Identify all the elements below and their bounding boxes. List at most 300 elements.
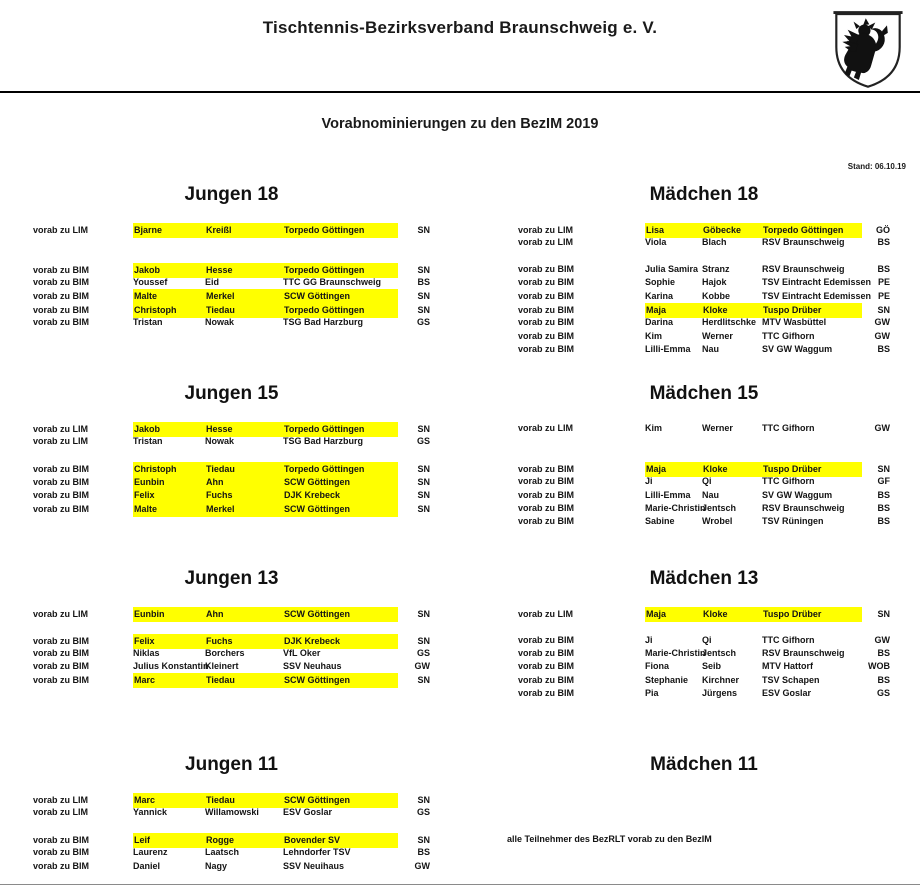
district-code: GS: [416, 436, 430, 447]
club-name: Lehndorfer TSV: [283, 847, 351, 858]
qualifier-label: vorab zu BIM: [33, 847, 90, 858]
district-code: SN: [417, 264, 430, 275]
highlighted-text: Lisa: [645, 223, 702, 238]
district-code: GW: [874, 317, 890, 328]
first-name: Sabine: [645, 516, 675, 527]
highlighted-text: DJK Krebeck: [283, 634, 398, 649]
highlighted-text: Bjarne: [133, 223, 205, 238]
highlighted-text: Göbecke: [702, 223, 762, 238]
district-code: BS: [417, 277, 430, 288]
last-name: Nowak: [205, 436, 235, 447]
highlighted-text: SCW Göttingen: [283, 673, 398, 688]
highlighted-text: SCW Göttingen: [283, 793, 398, 808]
district-code: BS: [877, 674, 890, 685]
first-name: Niklas: [133, 648, 160, 659]
district-code: SN: [417, 834, 430, 845]
first-name: Kim: [645, 330, 663, 341]
club-name: TSV Eintracht Edemissen: [762, 290, 872, 301]
last-name: Willamowski: [205, 807, 259, 818]
last-name: Qi: [702, 476, 712, 487]
district-code: SN: [877, 609, 890, 619]
club-name: TSV Rüningen: [762, 516, 824, 527]
district-code: BS: [877, 237, 890, 248]
section-rows: [33, 223, 430, 356]
district-code: SN: [417, 503, 430, 514]
last-name: Eid: [205, 277, 220, 288]
highlighted-text: Fuchs: [205, 488, 283, 503]
qualifier-label: vorab zu BIM: [33, 277, 90, 288]
table-row: [33, 846, 430, 859]
braunschweig-lion-crest-icon: [832, 8, 904, 92]
qualifier-label: vorab zu BIM: [33, 304, 90, 315]
highlighted-text: Torpedo Göttingen: [283, 422, 398, 437]
district-code: GS: [416, 317, 430, 328]
district-code: SN: [417, 635, 430, 646]
last-name: [205, 223, 283, 238]
highlighted-text: Ahn: [205, 475, 283, 490]
last-name: Kirchner: [702, 674, 740, 685]
table-row: [33, 263, 430, 276]
club-name: [762, 607, 862, 622]
first-name: Julia Samira: [645, 264, 699, 275]
table-row: [518, 276, 890, 289]
section-rows: [518, 223, 890, 356]
last-name: Laatsch: [205, 847, 240, 858]
table-row: [518, 660, 890, 673]
last-name: Stranz: [702, 264, 730, 275]
last-name: Borchers: [205, 648, 245, 659]
last-name: Jürgens: [702, 687, 738, 698]
district-code: SN: [417, 609, 430, 619]
first-name: Laurenz: [133, 847, 168, 858]
club-name: TTC Gifhorn: [762, 330, 815, 341]
section-m-dchen-15: [518, 381, 890, 528]
highlighted-text: Felix: [133, 634, 205, 649]
club-name: ESV Goslar: [762, 687, 812, 698]
section-title: Mädchen 18: [649, 184, 759, 205]
highlighted-text: Leif: [133, 833, 205, 848]
qualifier-label: vorab zu BIM: [518, 290, 575, 301]
district-code: SN: [417, 225, 430, 235]
table-row: [518, 793, 890, 806]
section-title: Mädchen 15: [649, 383, 759, 404]
qualifier-label: vorab zu BIM: [518, 634, 575, 645]
section-title: Jungen 11: [185, 754, 278, 775]
last-name: Kobbe: [702, 290, 730, 301]
qualifier-label: vorab zu BIM: [33, 503, 90, 514]
district-code: SN: [877, 304, 890, 315]
district-code: GW: [874, 423, 890, 434]
highlighted-text: SCW Göttingen: [283, 502, 398, 517]
last-name: Jentsch: [702, 648, 737, 659]
last-name: Werner: [702, 423, 733, 434]
qualifier-label: vorab zu LIM: [33, 424, 89, 434]
highlighted-text: Bovender SV: [283, 833, 398, 848]
table-row: [33, 276, 430, 289]
district-code: GS: [876, 687, 890, 698]
table-row: [518, 620, 890, 633]
first-name: Viola: [645, 237, 667, 248]
table-row: [33, 236, 430, 249]
district-code: SN: [417, 795, 430, 805]
table-row: [518, 329, 890, 342]
last-name: [702, 607, 762, 622]
club-name: SSV Neuhaus: [283, 661, 342, 672]
first-name: [133, 223, 205, 238]
qualifier-label: vorab zu BIM: [518, 330, 575, 341]
highlighted-text: Tiedau: [205, 673, 283, 688]
first-name: Marie-Christin: [645, 648, 706, 659]
highlighted-text: DJK Krebeck: [283, 488, 398, 503]
club-name: RSV Braunschweig: [762, 264, 845, 275]
qualifier-label: vorab zu BIM: [518, 476, 575, 487]
district-code: SN: [417, 291, 430, 302]
first-name: Tristan: [133, 436, 163, 447]
qualifier-label: vorab zu LIM: [518, 423, 574, 434]
district-code: GF: [877, 476, 890, 487]
qualifier-label: vorab zu BIM: [518, 502, 575, 513]
table-row: [33, 647, 430, 660]
first-name: Darina: [645, 317, 674, 328]
first-name: Daniel: [133, 860, 161, 871]
header-divider: [0, 91, 920, 93]
highlighted-text: Rogge: [205, 833, 283, 848]
table-row: [518, 806, 890, 819]
highlighted-text: Maja: [645, 462, 702, 477]
first-name: [133, 607, 205, 622]
club-name: RSV Braunschweig: [762, 502, 845, 513]
highlighted-text: Jakob: [133, 263, 205, 278]
section-title: Jungen 18: [184, 184, 279, 205]
first-name: [645, 607, 702, 622]
highlighted-text: SCW Göttingen: [283, 475, 398, 490]
district-code: BS: [877, 264, 890, 275]
table-row: [518, 846, 890, 859]
table-row: [33, 859, 430, 872]
first-name: Marie-Christin: [645, 502, 706, 513]
table-row: [518, 515, 890, 528]
qualifier-label: vorab zu BIM: [518, 687, 575, 698]
qualifier-label: vorab zu BIM: [33, 463, 90, 474]
qualifier-label: vorab zu BIM: [518, 489, 575, 500]
club-name: VfL Oker: [283, 648, 321, 659]
table-row: [518, 435, 890, 448]
highlighted-text: Kloke: [702, 462, 762, 477]
table-row: [518, 250, 890, 263]
first-name: Pia: [645, 687, 659, 698]
highlighted-text: Malte: [133, 502, 205, 517]
table-row: [518, 289, 890, 302]
highlighted-text: Torpedo Göttingen: [283, 303, 398, 318]
table-row: [33, 502, 430, 515]
table-row: [518, 820, 890, 833]
table-row: [518, 316, 890, 329]
first-name: Lilli-Emma: [645, 489, 691, 500]
section-title: Mädchen 13: [649, 568, 759, 589]
qualifier-label: vorab zu LIM: [33, 436, 89, 447]
highlighted-text: Eunbin: [133, 475, 205, 490]
table-row: [33, 250, 430, 263]
table-row: [33, 806, 430, 819]
footer-divider: [0, 884, 920, 885]
note-text: alle Teilnehmer des BezRLT vorab zu den BezIM: [507, 833, 712, 844]
table-row: [33, 488, 430, 501]
district-code: PE: [877, 277, 890, 288]
club-name: TTC GG Braunschweig: [283, 277, 382, 288]
highlighted-text: Merkel: [205, 502, 283, 517]
highlighted-text: Torpedo Göttingen: [283, 263, 398, 278]
table-row: [33, 620, 430, 633]
club-name: RSV Braunschweig: [762, 237, 845, 248]
section-m-dchen-11: [507, 752, 890, 873]
qualifier-label: vorab zu BIM: [33, 490, 90, 501]
section-jungen-11: [33, 752, 430, 873]
doc-title: Vorabnominierungen zu den BezIM 2019: [321, 116, 599, 132]
first-name: Fiona: [645, 661, 669, 672]
club-name: SV GW Waggum: [762, 343, 833, 354]
club-name: MTV Hattorf: [762, 661, 813, 672]
highlighted-text: Fuchs: [205, 634, 283, 649]
club-name: RSV Braunschweig: [762, 648, 845, 659]
table-row: [33, 303, 430, 316]
district-code: PE: [877, 290, 890, 301]
table-row: [33, 793, 430, 806]
highlighted-text: Torpedo Göttingen: [762, 223, 862, 238]
qualifier-label: vorab zu BIM: [518, 661, 575, 672]
table-row: [518, 462, 890, 475]
last-name: Nau: [702, 343, 720, 354]
last-name: [205, 673, 283, 688]
first-name: Ji: [645, 476, 653, 487]
first-name: Tristan: [133, 317, 163, 328]
section-jungen-18: [33, 182, 430, 356]
table-row: [33, 329, 430, 342]
club-name: ESV Goslar: [283, 807, 333, 818]
qualifier-label: vorab zu BIM: [518, 674, 575, 685]
first-name: Karina: [645, 290, 674, 301]
club-name: TSG Bad Harzburg: [283, 436, 364, 447]
district-code: BS: [877, 502, 890, 513]
table-row: [518, 422, 890, 435]
district-code: GW: [414, 661, 430, 672]
district-code: BS: [877, 648, 890, 659]
district-code: SN: [417, 477, 430, 488]
highlighted-text: Malte: [133, 289, 205, 304]
last-name: Hajok: [702, 277, 727, 288]
section-m-dchen-18: [518, 182, 890, 356]
qualifier-label: vorab zu BIM: [518, 343, 575, 354]
highlighted-text: Tiedau: [205, 793, 283, 808]
qualifier-label: vorab zu BIM: [518, 317, 575, 328]
district-code: SN: [417, 490, 430, 501]
qualifier-label: vorab zu BIM: [518, 264, 575, 275]
section-rows: [33, 793, 430, 873]
table-row: [518, 263, 890, 276]
section-rows: [33, 422, 430, 528]
qualifier-label: vorab zu BIM: [33, 317, 90, 328]
qualifier-label: vorab zu BIM: [518, 304, 575, 315]
table-row: [33, 343, 430, 356]
highlighted-text: Marc: [133, 793, 205, 808]
table-row: [518, 647, 890, 660]
first-name: [133, 673, 205, 688]
section-rows: [507, 793, 890, 873]
last-name: Werner: [702, 330, 733, 341]
first-name: Lilli-Emma: [645, 343, 691, 354]
district-code: SN: [417, 675, 430, 686]
crest-svg: [832, 8, 904, 92]
qualifier-label: vorab zu BIM: [33, 291, 90, 302]
last-name: Nau: [702, 489, 720, 500]
district-code: BS: [877, 343, 890, 354]
club-name: SSV Neuihaus: [283, 860, 345, 871]
club-name: TSG Bad Harzburg: [283, 317, 364, 328]
table-row: [518, 236, 890, 249]
district-code: BS: [877, 516, 890, 527]
qualifier-label: vorab zu LIM: [518, 237, 574, 248]
qualifier-label: vorab zu LIM: [518, 609, 574, 619]
club-name: TTC Gifhorn: [762, 634, 815, 645]
first-name: Julius Konstantin: [133, 661, 209, 672]
club-name: [283, 673, 398, 688]
qualifier-label: vorab zu BIM: [518, 277, 575, 288]
district-code: GS: [416, 648, 430, 659]
section-title: Mädchen 11: [650, 754, 758, 775]
last-name: Nagy: [205, 860, 228, 871]
qualifier-label: vorab zu BIM: [33, 834, 90, 845]
table-row: [33, 435, 430, 448]
table-row: [518, 673, 890, 686]
qualifier-label: vorab zu LIM: [33, 807, 89, 818]
table-row: [518, 634, 890, 647]
last-name: [205, 607, 283, 622]
first-name: Ji: [645, 634, 653, 645]
district-code: GW: [874, 330, 890, 341]
table-row: [33, 820, 430, 833]
qualifier-label: vorab zu LIM: [33, 795, 89, 805]
last-name: Qi: [702, 634, 712, 645]
district-code: SN: [417, 463, 430, 474]
qualifier-label: vorab zu BIM: [33, 860, 90, 871]
highlighted-text: Tiedau: [205, 462, 283, 477]
section-rows: [518, 422, 890, 528]
section-rows: [518, 607, 890, 700]
first-name: Sophie: [645, 277, 676, 288]
highlighted-text: Maja: [645, 607, 702, 622]
district-code: SN: [417, 304, 430, 315]
first-name: Yannick: [133, 807, 168, 818]
highlighted-text: Christoph: [133, 462, 205, 477]
club-name: TSV Eintracht Edemissen: [762, 277, 872, 288]
highlighted-text: Kreißl: [205, 223, 283, 238]
table-row: [518, 449, 890, 462]
table-row: [518, 502, 890, 515]
club-name: [283, 607, 398, 622]
highlighted-text: Jakob: [133, 422, 205, 437]
section-jungen-13: [33, 566, 430, 700]
qualifier-label: vorab zu BIM: [33, 635, 90, 646]
table-row: [33, 475, 430, 488]
district-code: GS: [416, 807, 430, 818]
table-row: [33, 833, 430, 846]
club-name: [283, 223, 398, 238]
section-title: Jungen 15: [184, 383, 279, 404]
highlighted-text: Eunbin: [133, 607, 205, 622]
qualifier-label: vorab zu BIM: [518, 463, 575, 474]
qualifier-label: vorab zu LIM: [518, 225, 574, 235]
highlighted-text: Kloke: [702, 303, 762, 318]
table-row: [518, 343, 890, 356]
club-name: TTC Gifhorn: [762, 476, 815, 487]
qualifier-label: vorab zu BIM: [33, 675, 90, 686]
section-title: Jungen 13: [184, 568, 279, 589]
last-name: Seib: [702, 661, 722, 672]
highlighted-text: Torpedo Göttingen: [283, 462, 398, 477]
section-m-dchen-13: [518, 566, 890, 700]
table-row: [33, 660, 430, 673]
highlighted-text: Maja: [645, 303, 702, 318]
first-name: [133, 502, 205, 517]
table-row: [33, 422, 430, 435]
first-name: Kim: [645, 423, 663, 434]
highlighted-text: Tiedau: [205, 303, 283, 318]
first-name: Stephanie: [645, 674, 689, 685]
table-row: [33, 634, 430, 647]
highlighted-text: Tuspo Drüber: [762, 462, 862, 477]
last-name: Blach: [702, 237, 727, 248]
table-row: [518, 687, 890, 700]
table-row: [518, 223, 890, 236]
highlighted-text: SCW Göttingen: [283, 289, 398, 304]
qualifier-label: vorab zu BIM: [33, 264, 90, 275]
highlighted-text: Tuspo Drüber: [762, 607, 862, 622]
first-name: Youssef: [133, 277, 168, 288]
highlighted-text: Hesse: [205, 422, 283, 437]
table-row: [33, 673, 430, 686]
district-code: SN: [417, 424, 430, 434]
table-row: [33, 462, 430, 475]
highlighted-text: Felix: [133, 488, 205, 503]
club-name: TTC Gifhorn: [762, 423, 815, 434]
table-row: [518, 607, 890, 620]
qualifier-label: vorab zu LIM: [33, 225, 89, 235]
highlighted-text: Hesse: [205, 263, 283, 278]
table-row: [518, 303, 890, 316]
last-name: Herdlitschke: [702, 317, 757, 328]
section-jungen-15: [33, 381, 430, 528]
table-row: [518, 859, 890, 872]
table-row: [33, 607, 430, 620]
highlighted-text: Kloke: [702, 607, 762, 622]
highlighted-text: Tuspo Drüber: [762, 303, 862, 318]
highlighted-text: Christoph: [133, 303, 205, 318]
highlighted-text: Merkel: [205, 289, 283, 304]
club-name: TSV Schapen: [762, 674, 820, 685]
highlighted-text: SCW Göttingen: [283, 607, 398, 622]
district-code: BS: [877, 489, 890, 500]
district-code: GW: [414, 860, 430, 871]
org-title: Tischtennis-Bezirksverband Braunschweig e. V.: [262, 18, 658, 37]
qualifier-label: vorab zu BIM: [33, 661, 90, 672]
district-code: GW: [874, 634, 890, 645]
table-row: [33, 223, 430, 236]
club-name: [283, 502, 398, 517]
district-code: WOB: [868, 661, 890, 672]
last-name: Nowak: [205, 317, 235, 328]
qualifier-label: vorab zu BIM: [518, 516, 575, 527]
last-name: Jentsch: [702, 502, 737, 513]
table-row: [33, 687, 430, 700]
